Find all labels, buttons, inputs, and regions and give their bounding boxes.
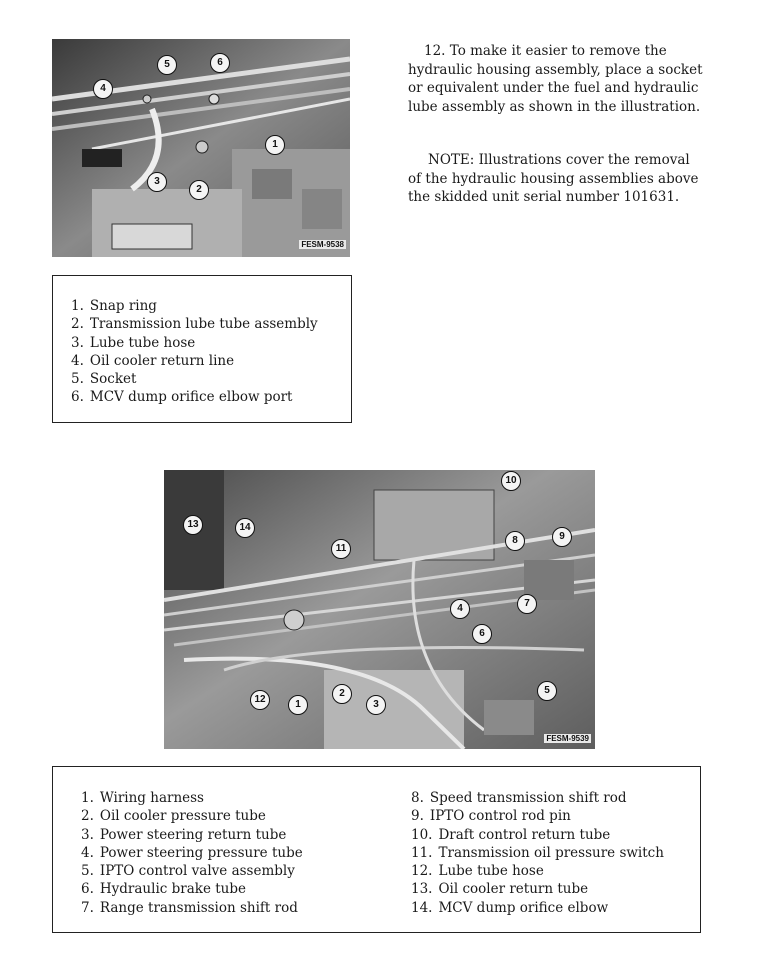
figure2-legend-right bbox=[411, 789, 664, 917]
legend-item: 13. Oil cooler return tube bbox=[411, 881, 589, 898]
figure1-callout-1: 1 bbox=[265, 135, 285, 155]
legend-item: 9. IPTO control rod pin bbox=[411, 808, 571, 825]
figure2-callout-12: 12 bbox=[250, 690, 270, 710]
figure2-callout-14: 14 bbox=[235, 518, 255, 538]
figure2-callout-8: 8 bbox=[505, 531, 525, 551]
figure1-id: FESM-9538 bbox=[301, 240, 344, 249]
legend-item: 2. Oil cooler pressure tube bbox=[81, 808, 266, 825]
legend-item: 6. Hydraulic brake tube bbox=[81, 881, 246, 898]
legend-item: 4. Power steering pressure tube bbox=[81, 844, 303, 861]
figure2-legend-left bbox=[81, 789, 303, 917]
figure2-callout-13: 13 bbox=[183, 515, 203, 535]
figure2-callout-3: 3 bbox=[366, 695, 386, 715]
legend-item: 8. Speed transmission shift rod bbox=[411, 790, 627, 806]
legend-item: 5. IPTO control valve assembly bbox=[81, 863, 295, 880]
figure1-callout-2: 2 bbox=[189, 180, 209, 200]
legend-item: 11. Transmission oil pressure switch bbox=[411, 844, 664, 861]
legend-item: 4. Oil cooler return line bbox=[71, 352, 235, 369]
figure2-legend bbox=[52, 766, 701, 933]
figure1-legend bbox=[52, 275, 352, 423]
legend-item: 5. Socket bbox=[71, 371, 137, 388]
figure2-photo bbox=[164, 470, 595, 749]
legend-item: 12. Lube tube hose bbox=[411, 863, 544, 880]
legend-item: 6. MCV dump orifice elbow port bbox=[71, 389, 293, 406]
legend-item: 1. Snap ring bbox=[71, 298, 157, 314]
figure1-photo bbox=[52, 39, 350, 257]
figure2-callout-5: 5 bbox=[537, 681, 557, 701]
figure1-callout-6: 6 bbox=[210, 53, 230, 73]
figure2-callout-4: 4 bbox=[450, 599, 470, 619]
legend-item: 1. Wiring harness bbox=[81, 790, 204, 806]
figure2-callout-7: 7 bbox=[517, 594, 537, 614]
note-text: NOTE: Illustrations cover the removal of the hydraulic housing assemblies above the skidded unit serial number 101631. bbox=[408, 152, 699, 205]
figure2-callout-1: 1 bbox=[288, 695, 308, 715]
figure2-callout-6: 6 bbox=[472, 624, 492, 644]
figure2-id: FESM-9539 bbox=[546, 734, 589, 743]
figure1-callout-4: 4 bbox=[93, 79, 113, 99]
figure2-callout-10: 10 bbox=[501, 471, 521, 491]
figure1-legend-list bbox=[71, 297, 318, 407]
step-12-text: 12. To make it easier to remove the hydraulic housing assembly, place a socket or equivalent under the fuel and hydraulic lube assembly as shown in the illustration. bbox=[408, 43, 703, 115]
figure1-callout-5: 5 bbox=[157, 55, 177, 75]
figure2-callout-2: 2 bbox=[332, 684, 352, 704]
legend-item: 3. Lube tube hose bbox=[71, 334, 196, 351]
figure2-callout-9: 9 bbox=[552, 527, 572, 547]
legend-item: 2. Transmission lube tube assembly bbox=[71, 316, 318, 333]
legend-item: 7. Range transmission shift rod bbox=[81, 899, 298, 916]
legend-item: 10. Draft control return tube bbox=[411, 826, 611, 843]
legend-item: 3. Power steering return tube bbox=[81, 826, 287, 843]
legend-item: 14. MCV dump orifice elbow bbox=[411, 899, 609, 916]
engine-photo-1 bbox=[52, 39, 350, 257]
figure1-callout-3: 3 bbox=[147, 172, 167, 192]
figure2-callout-11: 11 bbox=[331, 539, 351, 559]
